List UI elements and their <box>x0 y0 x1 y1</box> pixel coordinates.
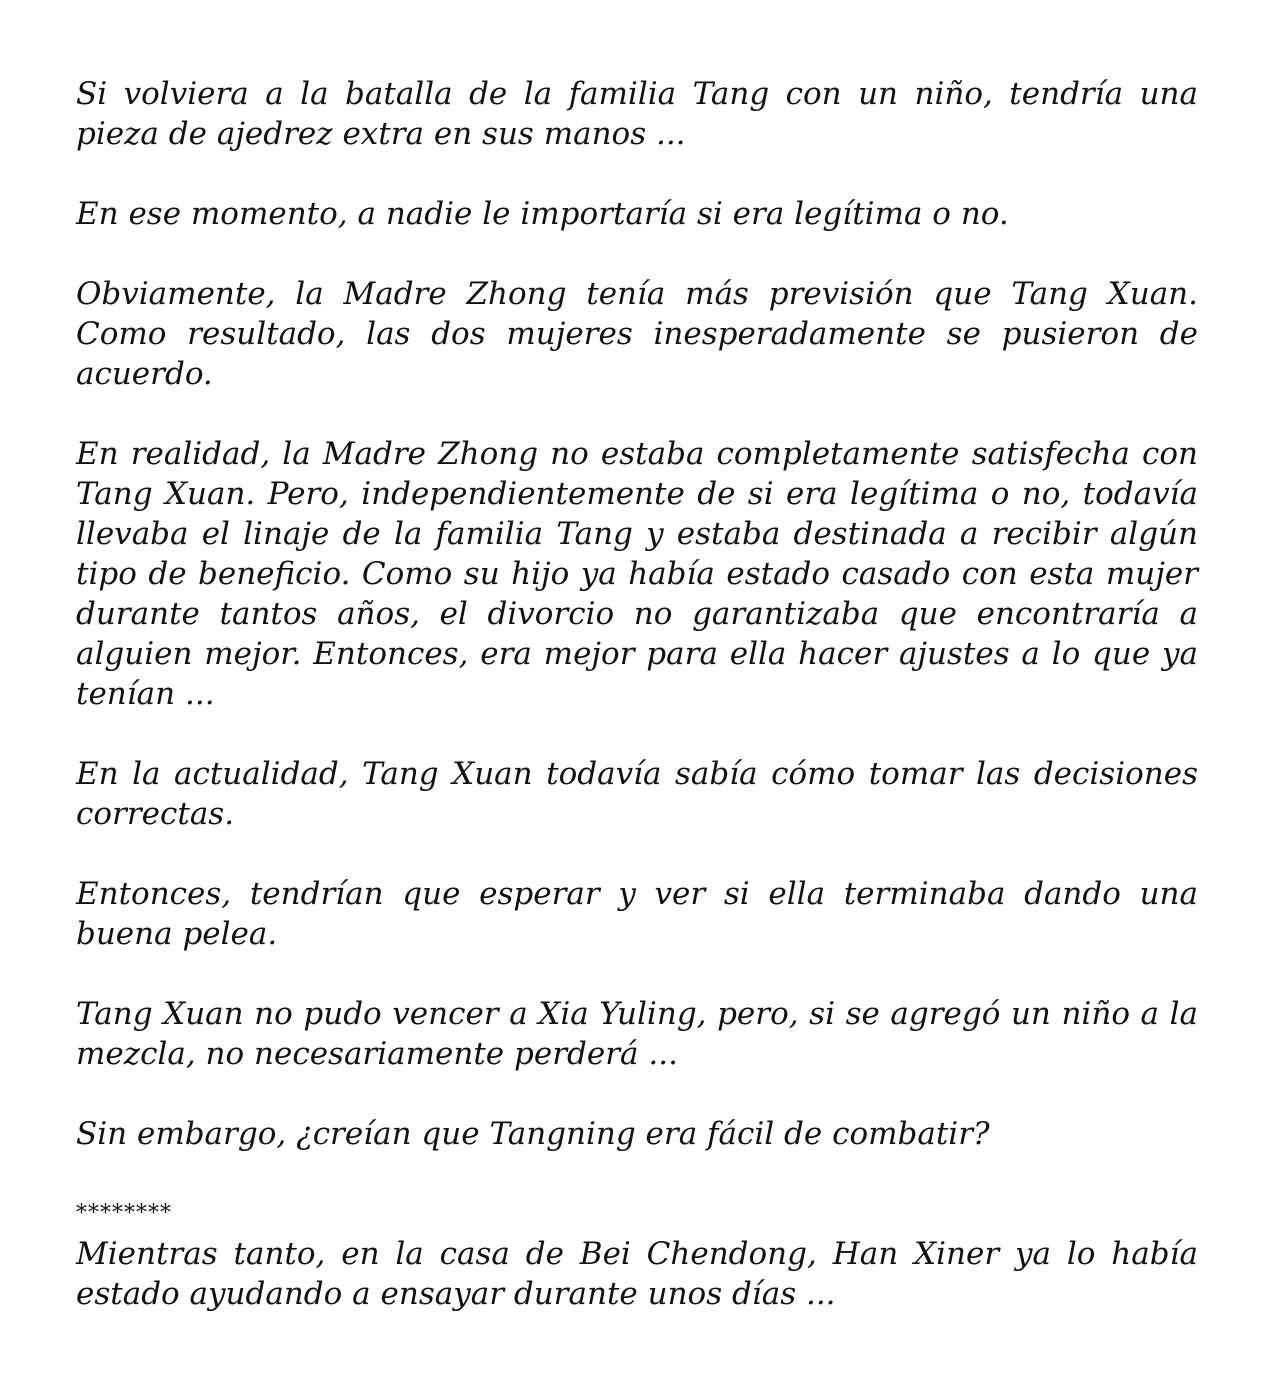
document-body <box>76 74 1198 1314</box>
section-separator: ******** <box>76 1201 172 1226</box>
paragraph-6: Entonces, tendrían que esperar y ver si ella terminaba dando una buena pelea. <box>76 876 1198 952</box>
paragraph-2: En ese momento, a nadie le importaría si era legítima o no. <box>76 196 1009 232</box>
paragraph-final: Mientras tanto, en la casa de Bei Chendong, Han Xiner ya lo había estado ayudando a ensayar durante unos días ... <box>76 1236 1198 1312</box>
paragraph-5: En la actualidad, Tang Xuan todavía sabía cómo tomar las decisiones correctas. <box>76 756 1198 832</box>
paragraph-4: En realidad, la Madre Zhong no estaba completamente satisfecha con Tang Xuan. Pero, independientemente de si era legítima o no, todavía llevaba el linaje de la familia Tang y estaba destinada a recibir algún tipo de beneficio. Como su hijo ya había estado casado con esta mujer durante tantos años, el divorcio no garantizaba que encontraría a alguien mejor. Entonces, era mejor para ella hacer ajustes a lo que ya tenían ... <box>76 436 1198 712</box>
paragraph-3: Obviamente, la Madre Zhong tenía más previsión que Tang Xuan. Como resultado, las dos mujeres inesperadamente se pusieron de acuerdo. <box>76 276 1198 392</box>
paragraph-1: Si volviera a la batalla de la familia Tang con un niño, tendría una pieza de ajedrez extra en sus manos ... <box>76 76 1198 152</box>
paragraph-8: Sin embargo, ¿creían que Tangning era fácil de combatir? <box>76 1116 990 1152</box>
paragraph-7: Tang Xuan no pudo vencer a Xia Yuling, pero, si se agregó un niño a la mezcla, no necesariamente perderá ... <box>76 996 1198 1072</box>
